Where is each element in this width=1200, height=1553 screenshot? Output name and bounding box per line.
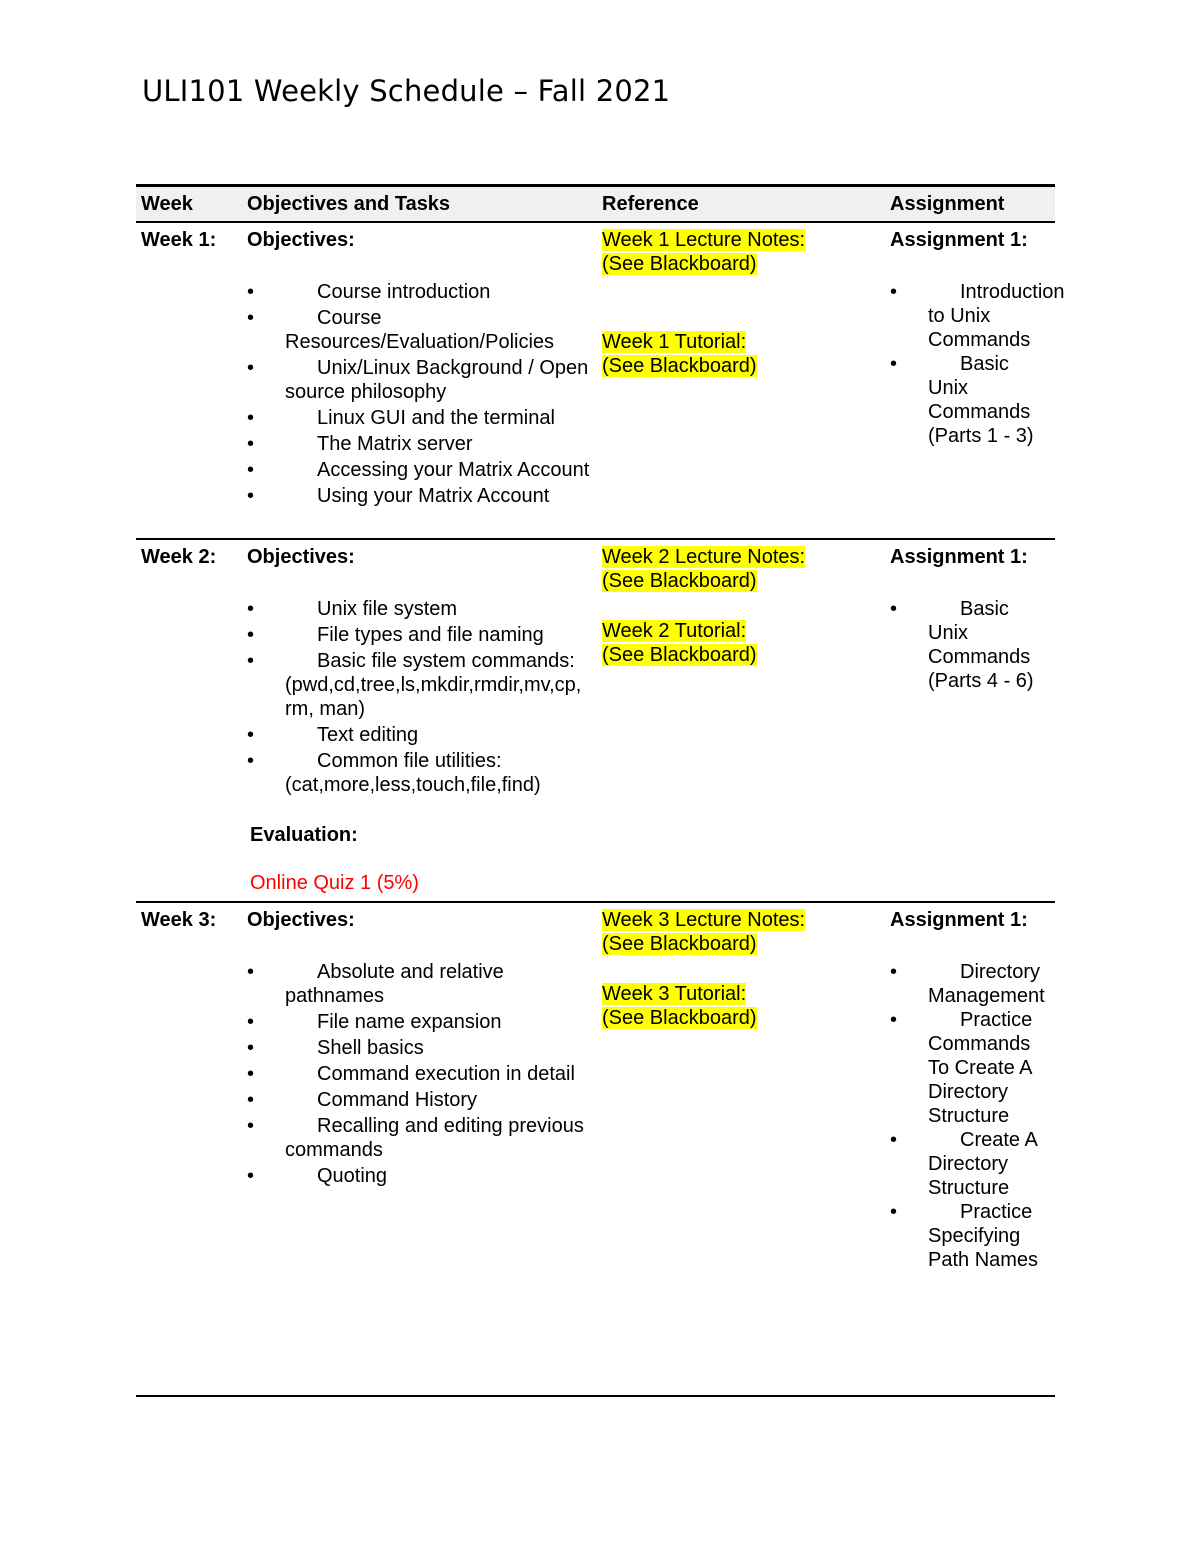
evaluation-heading: Evaluation: bbox=[250, 824, 358, 846]
assignment-heading: Assignment 1: bbox=[890, 909, 1028, 931]
bullet-icon: • bbox=[247, 1165, 255, 1187]
tutorial-link[interactable]: Week 1 Tutorial: bbox=[602, 331, 747, 353]
lecture-notes-location: (See Blackboard) bbox=[602, 933, 757, 955]
lecture-notes-link[interactable]: Week 3 Lecture Notes: bbox=[602, 909, 806, 931]
list-item: • Course introduction bbox=[247, 281, 491, 303]
objectives-cell bbox=[247, 228, 597, 510]
list-item: • Course Resources/Evaluation/Policies bbox=[247, 307, 555, 353]
tutorial-location: (See Blackboard) bbox=[602, 644, 757, 666]
bullet-icon: • bbox=[247, 307, 255, 329]
assignment-list bbox=[890, 960, 1050, 1272]
objectives-list bbox=[247, 280, 597, 508]
list-item: • Command execution in detail bbox=[247, 1063, 575, 1085]
assignment-cell bbox=[890, 228, 1065, 448]
list-item: • The Matrix server bbox=[247, 433, 473, 455]
objectives-heading: Objectives: bbox=[247, 229, 355, 251]
list-item: • Unix/Linux Background / Open source philosophy bbox=[247, 357, 589, 403]
objectives-list bbox=[247, 597, 597, 797]
list-item: • Common file utilities: (cat,more,less,touch,file,find) bbox=[247, 750, 541, 796]
header-assignment: Assignment bbox=[890, 193, 1005, 215]
list-item: • Accessing your Matrix Account bbox=[247, 459, 590, 481]
bullet-icon: • bbox=[247, 750, 255, 772]
list-item: • Introduction to Unix Commands bbox=[890, 281, 1065, 351]
tutorial-location: (See Blackboard) bbox=[602, 1007, 757, 1029]
list-item: • Quoting bbox=[247, 1165, 388, 1187]
bullet-icon: • bbox=[247, 598, 255, 620]
reference-cell bbox=[602, 228, 852, 378]
week-row-1 bbox=[136, 223, 1065, 540]
objectives-heading: Objectives: bbox=[247, 546, 355, 568]
bullet-icon: • bbox=[247, 624, 255, 646]
list-item: • Recalling and editing previous commands bbox=[247, 1115, 584, 1161]
week-label: Week 1: bbox=[141, 229, 217, 251]
bullet-icon: • bbox=[247, 459, 255, 481]
bullet-icon: • bbox=[247, 724, 255, 746]
assignment-list bbox=[890, 280, 1065, 448]
header-week: Week bbox=[141, 193, 193, 215]
list-item: • Basic Unix Commands (Parts 1 - 3) bbox=[890, 353, 1034, 447]
tutorial-link[interactable]: Week 3 Tutorial: bbox=[602, 983, 747, 1005]
list-item: • Absolute and relative pathnames bbox=[247, 961, 504, 1007]
bullet-icon: • bbox=[247, 1063, 255, 1085]
lecture-notes-link[interactable]: Week 1 Lecture Notes: bbox=[602, 229, 806, 251]
objectives-heading: Objectives: bbox=[247, 909, 355, 931]
week-row-2 bbox=[136, 540, 1055, 903]
list-item: • Command History bbox=[247, 1089, 478, 1111]
bullet-icon: • bbox=[247, 1011, 255, 1033]
list-item: • Using your Matrix Account bbox=[247, 485, 550, 507]
list-item: • Basic Unix Commands (Parts 4 - 6) bbox=[890, 598, 1034, 692]
bullet-icon: • bbox=[247, 961, 255, 983]
bullet-icon: • bbox=[247, 650, 255, 672]
table-header bbox=[136, 187, 1055, 223]
list-item: • Text editing bbox=[247, 724, 419, 746]
assignment-heading: Assignment 1: bbox=[890, 546, 1028, 568]
list-item: • File types and file naming bbox=[247, 624, 544, 646]
assignment-cell bbox=[890, 908, 1050, 1272]
week-row-3 bbox=[136, 903, 1055, 1398]
lecture-notes-location: (See Blackboard) bbox=[602, 253, 757, 275]
online-quiz-label: Online Quiz 1 (5%) bbox=[250, 872, 419, 894]
assignment-heading: Assignment 1: bbox=[890, 229, 1028, 251]
bullet-icon: • bbox=[247, 485, 255, 507]
objectives-cell bbox=[247, 545, 597, 895]
list-item: • Create A Directory Structure bbox=[890, 1129, 1037, 1199]
list-item: • Practice Specifying Path Names bbox=[890, 1201, 1039, 1271]
list-item: • Unix file system bbox=[247, 598, 458, 620]
bullet-icon: • bbox=[890, 1009, 898, 1031]
bullet-icon: • bbox=[890, 1129, 898, 1151]
assignment-cell bbox=[890, 545, 1050, 693]
week-label: Week 2: bbox=[141, 546, 217, 568]
bullet-icon: • bbox=[247, 1089, 255, 1111]
header-objectives: Objectives and Tasks bbox=[247, 193, 451, 215]
list-item: • Shell basics bbox=[247, 1037, 424, 1059]
header-reference: Reference bbox=[602, 193, 699, 215]
list-item: • Basic file system commands: (pwd,cd,tree,ls,mkdir,rmdir,mv,cp, rm, man) bbox=[247, 650, 582, 720]
bullet-icon: • bbox=[247, 433, 255, 455]
bullet-icon: • bbox=[890, 598, 898, 620]
bullet-icon: • bbox=[247, 281, 255, 303]
bullet-icon: • bbox=[247, 357, 255, 379]
assignment-list bbox=[890, 597, 1050, 693]
bullet-icon: • bbox=[247, 1115, 255, 1137]
bullet-icon: • bbox=[247, 1037, 255, 1059]
list-item: • File name expansion bbox=[247, 1011, 502, 1033]
lecture-notes-link[interactable]: Week 2 Lecture Notes: bbox=[602, 546, 806, 568]
bullet-icon: • bbox=[890, 353, 898, 375]
lecture-notes-location: (See Blackboard) bbox=[602, 570, 757, 592]
list-item: • Linux GUI and the terminal bbox=[247, 407, 555, 429]
bullet-icon: • bbox=[890, 281, 898, 303]
document-title: ULI101 Weekly Schedule – Fall 2021 bbox=[142, 74, 671, 108]
objectives-list bbox=[247, 960, 597, 1188]
schedule-table bbox=[136, 184, 1065, 1397]
tutorial-location: (See Blackboard) bbox=[602, 355, 757, 377]
bullet-icon: • bbox=[890, 1201, 898, 1223]
tutorial-link[interactable]: Week 2 Tutorial: bbox=[602, 620, 747, 642]
week-label: Week 3: bbox=[141, 909, 217, 931]
bullet-icon: • bbox=[247, 407, 255, 429]
bullet-icon: • bbox=[890, 961, 898, 983]
objectives-cell bbox=[247, 908, 597, 1190]
reference-cell bbox=[602, 908, 852, 1030]
reference-cell bbox=[602, 545, 852, 667]
list-item: • Practice Commands To Create A Directory Structure bbox=[890, 1009, 1033, 1127]
list-item: • Directory Management bbox=[890, 961, 1045, 1007]
